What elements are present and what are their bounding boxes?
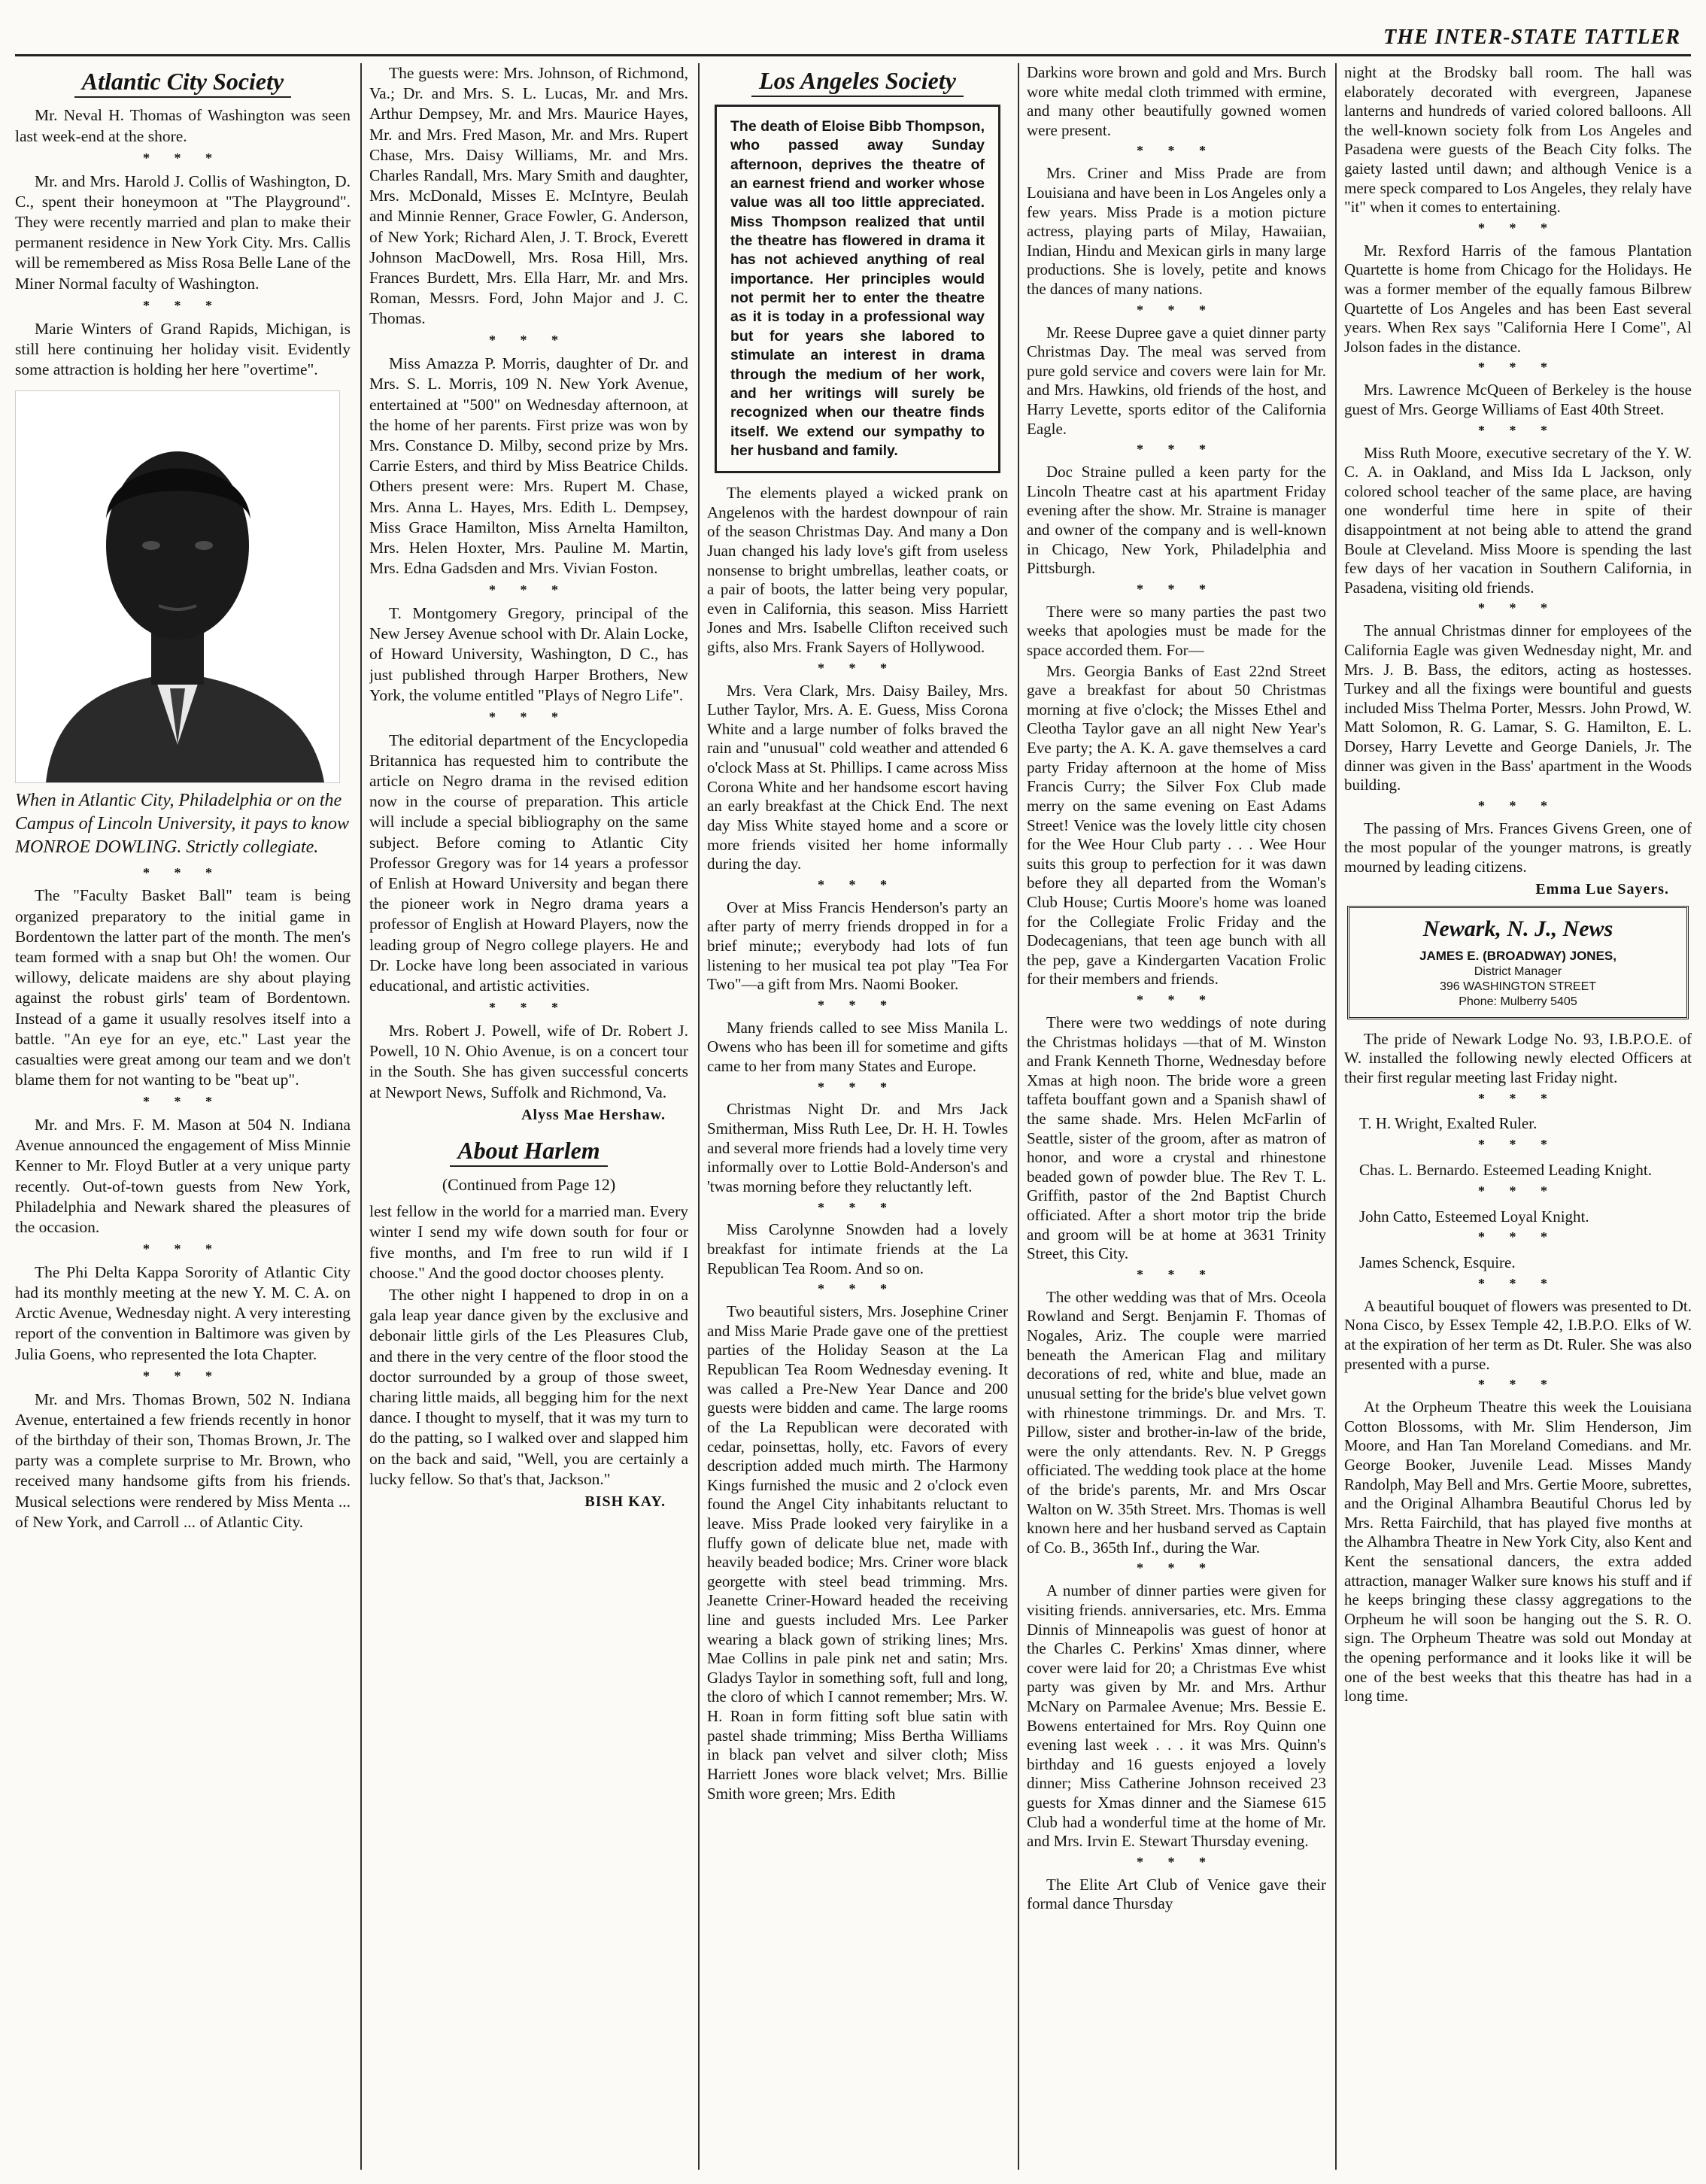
separator: * * * <box>1137 1560 1216 1576</box>
separator: * * * <box>143 150 223 166</box>
paragraph: Mr. Neval H. Thomas of Washington was seen last week-end at the shore. <box>15 106 351 145</box>
separator: * * * <box>1478 1377 1558 1393</box>
paragraph: Mr. Reese Dupree gave a quiet dinner party Christmas Day. The meal was served from pure gold service and covers were lain for Mr. and Mrs. Hawkins, old friends of the host, and Harry Levette, sports editor of the California Eagle. <box>1027 323 1326 438</box>
paragraph: Over at Miss Francis Henderson's party an after party of merry friends dropped in for a brief minute;; everybody had lots of fun listening to her musical tea pot play "Tea For Two"—a gift from Mrs. Naomi Booker. <box>707 898 1008 994</box>
paragraph: lest fellow in the world for a married man. Every winter I send my wife down south for four or five months, and I'm free to run wild if I choose." And the good doctor chooses plenty. <box>369 1202 688 1282</box>
paragraph: Marie Winters of Grand Rapids, Michigan, is still here continuing her holiday visit. Evidently some attraction is holding her here "overtime". <box>15 319 351 378</box>
separator: * * * <box>1137 992 1216 1008</box>
paragraph: The passing of Mrs. Frances Givens Green, one of the most popular of the younger matrons, is greatly mourned by leading citizens. <box>1344 819 1692 876</box>
separator: * * * <box>143 864 223 880</box>
paragraph: Many friends called to see Miss Manila L. Owens who has been ill for sometime and gifts came to her from many States and Europe. <box>707 1018 1008 1075</box>
column-los-angeles-cont <box>1027 63 1326 2170</box>
paragraph: At the Orpheum Theatre this week the Louisiana Cotton Blossoms, with Mr. Slim Henderson, Jim Moore, and Han Tan Moreland Comedians. and Mr. George Booker, Juvenile Lead. Misses Mandy Randolph, May Bell and Mrs. Gertie Moore, subrettes, and the Original Alhambra Beautiful Chorus led by Mrs. Retta Fairchild, that has played five months at the Alhambra Theatre in New York City, also Kent and Kent the sensational dancers, the extra added attraction, manager Walker sure knows his stuff and if he keeps bringing these classy aggregations to the Orpheum he will soon be hanging out the S. R. O. sign. The Orpheum Theatre was sold out Monday at the opening performance and it looks like it will be one of the best weeks that this theatre has had in a long time. <box>1344 1398 1692 1706</box>
paragraph: A beautiful bouquet of flowers was presented to Dt. Nona Cisco, by Essex Temple 42, I.B.P.O. Elks of W. at the expiration of her term as Dt. Ruler. She was also presented with a purse. <box>1344 1296 1692 1373</box>
separator: * * * <box>489 1000 569 1016</box>
officer-entry: John Catto, Esteemed Loyal Knight. <box>1359 1207 1589 1226</box>
separator: * * * <box>1137 1266 1216 1282</box>
portrait-photo <box>15 390 340 783</box>
photo-caption: When in Atlantic City, Philadelphia or on the Campus of Lincoln University, it pays to know MONROE DOWLING. Strictly collegiate. <box>15 791 349 858</box>
separator: * * * <box>1478 1275 1558 1291</box>
paragraph: Mr. and Mrs. Harold J. Collis of Washington, D. C., spent their honeymoon at "The Playground". They were recently married and plan to make their permanent residence in New York City. Mrs. Callis will be remembered as Miss Rosa Belle Lane of the Miner Normal faculty of Washington. <box>15 172 351 293</box>
column-atlantic-city <box>15 63 351 2170</box>
paragraph: Doc Straine pulled a keen party for the Lincoln Theatre cast at his apartment Friday evening after the show. Mr. Straine is manager and owner of the company and is well-known in Chicago, New York, Philadelphia and Pittsburgh. <box>1027 463 1326 578</box>
separator: * * * <box>489 709 569 724</box>
paragraph: A number of dinner parties were given for visiting friends. anniversaries, etc. Mrs. Emma Dinnis of Minneapolis was guest of honor at the Charles C. Perkins' Xmas dinner, where cover were laid for 20; a Christmas Eve whist party was given by Mr. and Mrs. Arthur McNary on Parmalee Avenue; Mrs. Bessie E. Bowens entertained for Mrs. Roy Quinn one evening last week . . . it was Mrs. Quinn's birthday and 16 guests enjoyed a lovely dinner; Miss Catherine Johnson received 23 guests for Xmas dinner and the Siamese 615 Club had a wonderful time at the home of Mr. and Mrs. Irvin E. Stewart Thursday evening. <box>1027 1581 1326 1851</box>
paragraph: Miss Ruth Moore, executive secretary of the Y. W. C. A. in Oakland, and Miss Ida L Jackson, only colored school teacher of the same place, are having one wonderful time here in spite of their disappointment at not being able to attend the grand Boule at Cleveland. Miss Moore is spending the last few days of her vacation in Southern California, in Pasadena, visiting old friends. <box>1344 443 1692 597</box>
paragraph: The other night I happened to drop in on a gala leap year dance given by the exclusive and debonair little girls of the Les Pleasures Club, and there in the very centre of the floor stood the doctor surrounded by a group of those sweet, charing little maids, all begging him for the next dance. I thought to myself, that it was my turn to do the patting, so I walked over and slapped him on the back and said, "Well, you are certainly a lucky fellow. So that's that, Jackson." <box>369 1286 688 1488</box>
separator: * * * <box>1137 302 1216 317</box>
separator: * * * <box>1137 143 1216 159</box>
box-phone: Phone: Mulberry 5405 <box>1459 995 1577 1008</box>
separator: * * * <box>1137 581 1216 597</box>
author-signature: Alyss Mae Hershaw. <box>521 1106 666 1123</box>
box-address: 396 WASHINGTON STREET <box>1439 980 1597 993</box>
paragraph: The other wedding was that of Mrs. Oceola Rowland and Sergt. Benjamin F. Thomas of Nogales, Ariz. The couple were married beneath the American Flag and military decorations of red, white and blue, made an unusual setting for the bride's blue velvet gown with rhinestone trimmings. Dr. and Mrs. T. Pillow, sister and brother-in-law of the bride, were the only attendants. Rev. N. P Greggs officiated. The wedding took place at the home of the bride's parents, Mr. and Mrs Oscar Walton on W. 35th Street. Mrs. Thomas is well known here and her husband served as Captain of Co. B., 365th Inf., during the War. <box>1027 1287 1326 1557</box>
separator: * * * <box>1478 600 1558 616</box>
separator: * * * <box>143 1241 223 1257</box>
paragraph: The annual Christmas dinner for employees of the California Eagle was given Wednesday night, Mr. and Mrs. J. B. Bass, the editors, acting as hostesses. Turkey and all the fixings were bountiful and guests included Miss Thelma Porter, Messrs. John Prowd, W. Matt Solomon, R. G. Lamar, S. G. Hamilton, E. L. Dorsey, Harry Levette and George Daniels, Jr. The dinner was given in the Bass' apartment in the Woods building. <box>1344 621 1692 794</box>
column-los-angeles <box>707 63 1008 2170</box>
paragraph: The "Faculty Basket Ball" team is being organized preparatory to the initial game in Bordentown the latter part of the month. The men's team formed with a snap but Oh! the women. Our willowy, delicate maidens are shy about playing against the robust girls' team of Bordentown. Instead of a game it usually resolves itself into a battle. "An eye for an eye, etc." Last year the casualties were great among our team and we don't blame them for not wanting to be "beat up". <box>15 886 351 1089</box>
obituary-box: The death of Eloise Bibb Thompson, who passed away Sunday afternoon, deprives the theatre of an earnest friend and worker whose value was all too little appreciated. Miss Thompson realized that until the theatre has flowered in drama it has not achieved anything of real importance. Her principles would not permit her to enter the theatre as it is today in a professional way but for years she labored to stimulate an interest in drama through the medium of her work, and her writings will surely be recognized when our theatre finds itself. We extend our sympathy to her husband and family. <box>715 105 1000 473</box>
paragraph: Mr. and Mrs. F. M. Mason at 504 N. Indiana Avenue announced the engagement of Miss Minnie Kenner to Mr. Floyd Butler at a very unique party recently. Out-of-town guests from New York, Philadelphia and Newark shared the pleasures of the occasion. <box>15 1116 351 1236</box>
paragraph: The editorial department of the Encyclopedia Britannica has requested him to contribute the article on Negro drama in the revised edition now in the course of preparation. This article will include a special bibliography on the same subject. Before coming to Atlantic City Professor Gregory was for 14 years a professor of Enlish at Howard University and began there the pioneer work in Negro drama years a professor of English at Howard Players, now the leading group of Negro college players. He and Dr. Locke have long been associated in various educational, and artistic activities. <box>369 731 688 995</box>
paragraph: Mr. and Mrs. Thomas Brown, 502 N. Indiana Avenue, entertained a few friends recently in honor of the birthday of their son, Thomas Brown, Jr. The party was a complete surprise to Mr. Brown, who received many handsome gifts from his friends. Musical selections were rendered by Miss Menta ... of New York, and Carroll ... of Atlantic City. <box>15 1390 351 1531</box>
paragraph: The elements played a wicked prank on Angelenos with the hardest downpour of rain of the season Christmas Day. And many a Don Juan changed his lady love's gift from useless nonsense to bright umbrellas, leather coats, or a pair of boots, the latter being very popular, even in California, this season. Miss Harriett Jones and Mrs. Isabelle Clifton received such gifts, also Mrs. Frank Sayers of Hollywood. <box>707 484 1008 657</box>
separator: * * * <box>1478 1090 1558 1106</box>
separator: * * * <box>1478 797 1558 813</box>
separator: * * * <box>818 1079 897 1095</box>
paragraph: The pride of Newark Lodge No. 93, I.B.P.O.E. of W. installed the following newly elected Officers at their first regular meeting last Friday night. <box>1344 1029 1692 1086</box>
separator: * * * <box>143 297 223 313</box>
column-rule <box>1018 63 1019 2170</box>
officer-entry: James Schenck, Esquire. <box>1359 1253 1516 1272</box>
paragraph: Mrs. Criner and Miss Prade are from Louisiana and have been in Los Angeles only a few years. Miss Prade is a motion picture actress, playing parts of Milay, Hawaiian, Indian, Hindu and Mexican girls in many large productions. She is lovely, petite and knows the dances of many nations. <box>1027 164 1326 299</box>
portrait-image <box>16 391 339 782</box>
paragraph: Mrs. Georgia Banks of East 22nd Street gave a breakfast for about 50 Christmas morning at five o'clock; the Misses Ethel and Cleotha Taylor gave an all night New Year's Eve party; the A. K. A. gave themselves a card party Friday afternoon at the home of Miss Francis Curry; the Silver Fox Club made merry on the same evening on East Adams Street! Venice was the lovely little city chosen for the Wee Hour Club party . . . Wee Hour suits this group to perfection for it was dawn before they all departed from the Woman's Club House; Curtis Moore's home was loaned for the Collegiate Frolic Friday and the Dodecagenians, that teen age bunch with all the pep, gave a Kindergarten Vacation Frolic for their members and friends. <box>1027 661 1326 989</box>
separator: * * * <box>818 997 897 1013</box>
paragraph: T. Montgomery Gregory, principal of the New Jersey Avenue school with Dr. Alain Locke, of Howard University, Washington, D C., has just published through Harper Brothers, New York, the volume entitled "Plays of Negro Life". <box>369 604 688 704</box>
paragraph: There were so many parties the past two weeks that apologies must be made for the space accorded them. For— <box>1027 602 1326 660</box>
paragraph: Mrs. Robert J. Powell, wife of Dr. Robert J. Powell, 10 N. Ohio Avenue, is on a concert tour in the South. She has given successful concerts at Newport News, Suffolk and Richmond, Va. <box>369 1021 688 1101</box>
separator: * * * <box>1137 442 1216 457</box>
separator: * * * <box>818 1199 897 1215</box>
separator: * * * <box>1478 422 1558 438</box>
paragraph: Mr. Rexford Harris of the famous Plantation Quartette is home from Chicago for the Holidays. He was a former member of the equally famous Bilbrew Quartette of Los Angeles and has been East several years. When Rex says "California Here I Come", Al Jolson fades in the distance. <box>1344 241 1692 356</box>
section-heading: About Harlem <box>369 1135 688 1168</box>
separator: * * * <box>818 660 897 676</box>
author-signature: BISH KAY. <box>584 1493 666 1510</box>
separator: * * * <box>143 1368 223 1384</box>
paragraph: The Elite Art Club of Venice gave their formal dance Thursday <box>1027 1875 1326 1913</box>
separator: * * * <box>143 1094 223 1110</box>
section-heading: Los Angeles Society <box>707 66 1008 99</box>
paragraph: Miss Carolynne Snowden had a lovely breakfast for intimate friends at the La Republican Tea Room. And so on. <box>707 1220 1008 1277</box>
separator: * * * <box>818 876 897 892</box>
paragraph: Two beautiful sisters, Mrs. Josephine Criner and Miss Marie Prade gave one of the prettiest parties of the Holiday Season at the La Republican Tea Room Wednesday evening. It was called a Pre-New Year Dance and 200 guests were bidden and came. The large rooms of the La Republican were decorated with cedar, poinsettas, holly, etc. Favors of every description added much mirth. The Harmony Kings furnished the music and 2 o'clock even found the Angel City inhabitants reluctant to leave. Miss Prade looked very fairylike in a fluffy gown of delicate blue net, made with heavily beaded bodice; Mrs. Criner wore black georgette with steel bead trimming. Mrs. Jeanette Criner-Howard headed the receiving line and guests included Mrs. Lee Parker wearing a black gown of striking lines; Mrs. Mae Collins in pale pink net and satin; Mrs. Gladys Taylor in something soft, full and long, the cloro of which I cannot remember; Mrs. W. H. Roan in form fitting soft blue satin with pastel shade trimming; Miss Bertha Williams in black pan velvet and silver cloth; Miss Harriett Jones wore black velvet; Mrs. Billie Smith wore green; Mrs. Edith <box>707 1302 1008 1803</box>
officer-entry: T. H. Wright, Exalted Ruler. <box>1359 1114 1538 1133</box>
separator: * * * <box>1478 1137 1558 1153</box>
section-heading: Atlantic City Society <box>15 66 351 99</box>
separator: * * * <box>489 333 569 348</box>
paragraph: The guests were: Mrs. Johnson, of Richmond, Va.; Dr. and Mrs. S. L. Lucas, Mr. and Mrs. Arthur Dempsey, Mr. and Mrs. Maurice Hayes, Mr. and Mrs. Fred Mason, Mr. and Mrs. Rupert Chase, Mrs. Daisy Williams, Mr. and Mrs. Charles Randall, Mrs. Mary Smith and daughter, Mrs. McDonald, Misses E. McIntyre, Beulah and Minnie Renner, Grace Fowler, G. Anderson, of New York; Richard Alen, J. T. Brock, Everett Johnson MacDowell, Mrs. Rosa Hill, Mrs. Frances Burdett, Mrs. Ella Harr, Mr. and Mrs. Roman, Messrs. Ford, John Major and J. C. Thomas. <box>369 64 688 328</box>
box-manager-name: JAMES E. (BROADWAY) JONES, <box>1419 948 1616 963</box>
separator: * * * <box>1137 1854 1216 1870</box>
separator: * * * <box>818 1281 897 1297</box>
paragraph: Mrs. Vera Clark, Mrs. Daisy Bailey, Mrs. Luther Taylor, Mrs. A. E. Guess, Miss Corona White and a large number of folks braved the rain and "unusual" cold weather and attended 6 o'clock Mass at St. Phillips. I came across Miss Corona White and her handsome escort having an early breakfast at the Chick End. The next day Miss White stayed home and a score or more friends visited her home informally during the day. <box>707 681 1008 873</box>
top-rule <box>15 54 1691 56</box>
paragraph: Mrs. Lawrence McQueen of Berkeley is the house guest of Mrs. George Williams of East 40th Street. <box>1344 381 1692 419</box>
separator: * * * <box>489 582 569 598</box>
column-rule <box>698 63 700 2170</box>
separator: * * * <box>1478 360 1558 375</box>
newark-news-box <box>1347 906 1689 1019</box>
column-rule <box>1335 63 1337 2170</box>
paragraph: Darkins wore brown and gold and Mrs. Burch wore white medal cloth trimmed with ermine, and many other beautifully gowned women were present. <box>1027 63 1326 139</box>
paragraph: The Phi Delta Kappa Sorority of Atlantic City had its monthly meeting at the new Y. M. C. A. on Arctic Avenue, Wednesday night. A very interesting report of the convention in Baltimore was given by Julia Goens, who represented the Iota Chapter. <box>15 1262 351 1363</box>
column-rule <box>360 63 362 2170</box>
separator: * * * <box>1478 220 1558 235</box>
paragraph: night at the Brodsky ball room. The hall was elaborately decorated with evergreen, Japanese lanterns and hundreds of varied colored balloons. All the well-known society folk from Los Angeles and Pasadena were guests of the Beach City folks. The gaiety lasted until dawn; and although Venice is a mere speck compared to Los Angeles, they relaly have "it" when it comes to entertaining. <box>1344 63 1692 217</box>
column-atlantic-city-cont <box>369 63 688 2170</box>
paragraph: Christmas Night Dr. and Mrs Jack Smitherman, Miss Ruth Lee, Dr. H. H. Towles and several more friends had a lovely time very informally over to Lottie Bold-Anderson's and 'twas morning before they reluctantly left. <box>707 1100 1008 1195</box>
continued-note: (Continued from Page 12) <box>442 1175 616 1195</box>
box-manager-title: District Manager <box>1474 964 1562 978</box>
paragraph: Miss Amazza P. Morris, daughter of Dr. and Mrs. S. L. Morris, 109 N. New York Avenue, entertained at "500" on Wednesday afternoon, at the home of her parents. First prize was won by Mrs. Constance D. Milby, second prize by Mrs. Carrie Esters, and third by Miss Beatrice Childs. Others present were: Mrs. Rupert M. Chase, Mrs. Anna L. Hayes, Mrs. Edith L. Dempsey, Miss Grace Hamilton, Miss Arnelta Hamilton, Mrs. Helen Hoxter, Mrs. Pauline M. Martin, Mrs. Edna Gadsden and Mrs. Vivian Foston. <box>369 354 688 578</box>
box-title: Newark, N. J., News <box>1422 916 1613 942</box>
author-signature: Emma Lue Sayers. <box>1535 880 1669 898</box>
paragraph: There were two weddings of note during the Christmas holidays —that of M. Winston and Frank Kenneth Thorne, Wednesday before Xmas at high noon. The bride wore a green taffeta bouffant gown and a Spanish shawl of the same shade. Mrs. Helen McFarlin of Seattle, sister of the groom, after as matron of honor, and wore a crystal and rhinestone beaded gown of powder blue. The Rev T. L. Griffith, pastor of the 2nd Baptist Church officiated. After a short motor trip the bride and groom will be at home at 3631 Trinity Street, this City. <box>1027 1013 1326 1263</box>
officer-entry: Chas. L. Bernardo. Esteemed Leading Knight. <box>1359 1161 1652 1180</box>
running-title: THE INTER-STATE TATTLER <box>1383 26 1680 49</box>
separator: * * * <box>1478 1183 1558 1198</box>
separator: * * * <box>1478 1229 1558 1245</box>
column-newark <box>1344 63 1692 2170</box>
